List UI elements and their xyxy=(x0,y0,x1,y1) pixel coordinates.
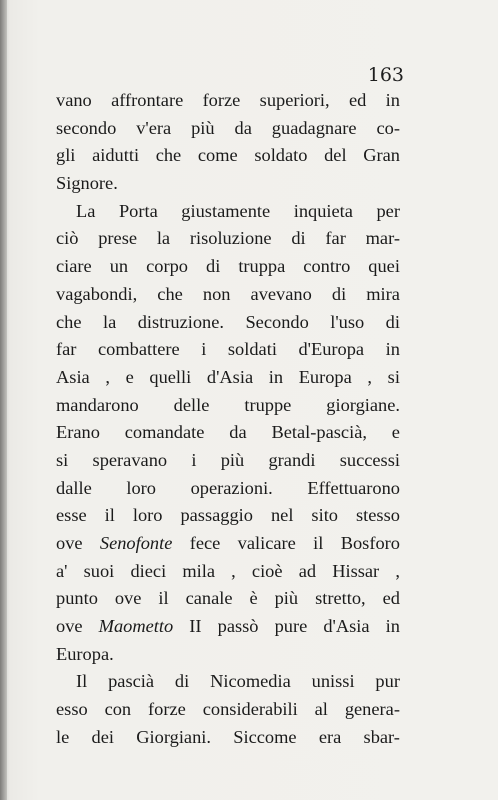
word: quei xyxy=(368,256,400,277)
word: combattere xyxy=(97,339,180,360)
word: la xyxy=(156,228,171,249)
word: Signore. xyxy=(56,173,118,194)
text-line xyxy=(56,142,400,170)
text-line xyxy=(56,530,400,558)
word: Maometto xyxy=(98,616,174,637)
word: le xyxy=(56,726,70,747)
word: esso xyxy=(56,699,88,720)
word: operazioni. xyxy=(190,477,273,498)
word: Effettuarono xyxy=(307,477,400,498)
text-line xyxy=(56,170,400,198)
word: inquieta xyxy=(293,200,353,221)
word: II xyxy=(189,616,202,637)
text-line xyxy=(56,502,400,530)
text-line xyxy=(56,558,400,586)
text-line xyxy=(56,447,400,475)
word: un xyxy=(109,256,129,277)
word: successi xyxy=(339,449,400,470)
word: ciare xyxy=(56,256,92,277)
word: loro xyxy=(126,477,156,498)
word: da xyxy=(234,117,252,138)
word: quelli xyxy=(149,366,192,387)
word: speravano xyxy=(92,449,168,470)
word: punto xyxy=(56,588,98,609)
word: , xyxy=(367,366,373,387)
word: fece xyxy=(189,533,221,553)
text-line xyxy=(56,641,400,669)
word: truppe xyxy=(244,394,292,415)
word: più xyxy=(191,117,215,138)
word: ove xyxy=(56,533,83,553)
word: gli xyxy=(56,145,76,166)
word: ad xyxy=(298,560,317,581)
word: mandarono xyxy=(56,394,139,415)
word: corpo xyxy=(146,256,188,277)
word: ove xyxy=(114,588,142,609)
word: Bosforo xyxy=(340,533,400,553)
word: valicare xyxy=(237,533,296,553)
word: che xyxy=(155,145,182,166)
word: Betal-pascià, xyxy=(271,422,367,443)
word: dieci xyxy=(130,560,167,581)
word: di xyxy=(291,228,306,249)
word: Secondo xyxy=(245,311,309,332)
word: ed xyxy=(348,90,367,110)
word: soldati xyxy=(227,339,277,360)
text-line xyxy=(56,724,400,752)
word: l'uso xyxy=(330,311,365,332)
word: Siccome xyxy=(233,726,297,747)
word: al xyxy=(314,699,328,720)
word: a' xyxy=(56,560,68,581)
text-line xyxy=(56,668,400,696)
word: in xyxy=(385,90,400,110)
word: unissi xyxy=(311,671,355,692)
word: di xyxy=(331,283,347,304)
word: come xyxy=(197,145,238,166)
word: stretto, xyxy=(315,588,366,609)
word: far xyxy=(56,339,77,360)
word: di xyxy=(174,671,190,692)
word: i xyxy=(201,339,207,360)
word: comandate xyxy=(124,422,205,443)
word: avevano xyxy=(250,283,312,304)
word: mar- xyxy=(365,228,400,249)
word: d'Europa xyxy=(298,339,365,360)
word: aidutti xyxy=(92,145,140,166)
word: e xyxy=(391,422,400,443)
word: cioè xyxy=(251,560,283,581)
word: il xyxy=(313,533,324,553)
word: mira xyxy=(366,283,400,304)
word: truppa xyxy=(238,256,286,277)
page-binding-edge xyxy=(0,0,7,800)
word: Erano xyxy=(56,422,100,443)
text-line xyxy=(56,336,400,364)
word: v'era xyxy=(136,117,172,138)
word: ed xyxy=(382,588,400,609)
text-line xyxy=(56,225,400,253)
word: passò xyxy=(217,616,259,637)
word: risoluzione xyxy=(189,228,272,249)
word: di xyxy=(385,311,400,332)
word: , xyxy=(395,560,400,581)
word: sbar- xyxy=(363,726,400,747)
word: forze xyxy=(148,699,186,720)
word: loro xyxy=(132,505,163,526)
word: d'Asia xyxy=(206,366,254,387)
word: e xyxy=(125,366,134,387)
word: guadagnare xyxy=(271,117,357,138)
word: pascià xyxy=(108,671,155,692)
text-line xyxy=(56,364,400,392)
word: Hissar xyxy=(332,560,380,581)
word: i xyxy=(191,449,197,470)
word: ciò xyxy=(56,228,79,249)
word: stesso xyxy=(355,505,400,526)
word: Europa xyxy=(298,366,352,387)
text-line xyxy=(56,585,400,613)
word: canale xyxy=(185,588,233,609)
word: prese xyxy=(98,228,138,249)
word: esse xyxy=(56,505,87,526)
word: Giorgiani. xyxy=(136,726,211,747)
word: co- xyxy=(376,117,400,138)
text-line xyxy=(56,115,400,143)
word: genera- xyxy=(344,699,400,720)
word: più xyxy=(274,588,299,609)
word: La xyxy=(76,200,96,221)
word: del xyxy=(324,145,347,166)
word: , xyxy=(105,366,110,387)
text-line xyxy=(56,392,400,420)
text-line xyxy=(56,198,400,226)
word: di xyxy=(206,256,221,277)
word: suoi xyxy=(83,560,115,581)
word: secondo xyxy=(56,117,117,138)
word: in xyxy=(385,616,400,637)
text-line xyxy=(56,419,400,447)
word: si xyxy=(56,449,69,470)
word: forze xyxy=(202,90,241,110)
word: Nicomedia xyxy=(210,671,291,692)
word: in xyxy=(385,339,400,360)
word: nel xyxy=(270,505,294,526)
word: contro xyxy=(303,256,351,277)
text-line xyxy=(56,309,400,337)
word: , xyxy=(231,560,236,581)
word: far xyxy=(325,228,346,249)
body-text xyxy=(56,87,400,752)
word: il xyxy=(158,588,169,609)
word: dalle xyxy=(56,477,92,498)
word: affrontare xyxy=(111,90,184,110)
word: grandi xyxy=(268,449,316,470)
page-number: 163 xyxy=(367,64,404,86)
word: è xyxy=(249,588,258,609)
word: considerabili xyxy=(202,699,298,720)
word: era xyxy=(318,726,342,747)
word: dei xyxy=(91,726,114,747)
word: mila xyxy=(182,560,216,581)
word: in xyxy=(268,366,284,387)
word: più xyxy=(220,449,245,470)
word: da xyxy=(229,422,247,443)
word: d'Asia xyxy=(323,616,370,637)
word: Il xyxy=(76,671,88,692)
word: giorgiane. xyxy=(326,394,400,415)
word: che xyxy=(157,283,183,304)
word: non xyxy=(202,283,231,304)
text-line xyxy=(56,281,400,309)
word: Porta xyxy=(118,200,158,221)
word: vano xyxy=(56,90,92,110)
word: pure xyxy=(274,616,308,637)
text-line xyxy=(56,613,400,641)
word: che xyxy=(56,311,82,332)
word: sito xyxy=(311,505,338,526)
word: il xyxy=(104,505,115,526)
word: delle xyxy=(173,394,210,415)
word: per xyxy=(376,200,400,221)
word: pur xyxy=(375,671,400,692)
word: giustamente xyxy=(181,200,271,221)
word: distruzione. xyxy=(137,311,225,332)
word: Gran xyxy=(363,145,400,166)
word: ove xyxy=(56,616,83,637)
word: superiori, xyxy=(259,90,330,110)
word: si xyxy=(387,366,400,387)
text-line xyxy=(56,87,400,115)
word: passaggio xyxy=(180,505,253,526)
word: Asia xyxy=(56,366,90,387)
word: con xyxy=(104,699,132,720)
word: la xyxy=(102,311,117,332)
word: soldato xyxy=(254,145,308,166)
text-line xyxy=(56,696,400,724)
word: vagabondi, xyxy=(56,283,138,304)
text-line xyxy=(56,475,400,503)
word: Europa. xyxy=(56,643,114,664)
text-line xyxy=(56,253,400,281)
word: Senofonte xyxy=(99,533,173,553)
